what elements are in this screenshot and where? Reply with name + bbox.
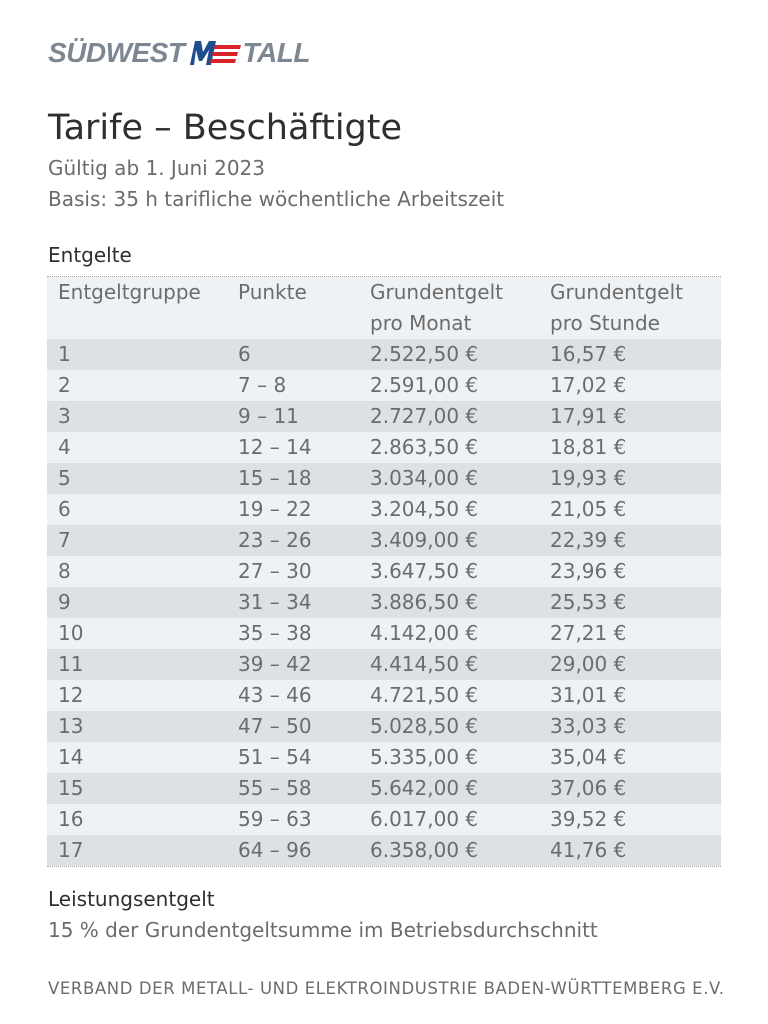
column-header-line: Punkte <box>238 280 307 304</box>
cell-entgeltgruppe: 3 <box>58 404 71 428</box>
cell-punkte: 64 – 96 <box>238 838 312 862</box>
cell-entgeltgruppe: 5 <box>58 466 71 490</box>
table-row <box>47 742 721 773</box>
cell-entgeltgruppe: 1 <box>58 342 71 366</box>
cell-entgeltgruppe: 2 <box>58 373 71 397</box>
cell-punkte: 15 – 18 <box>238 466 312 490</box>
cell-punkte: 27 – 30 <box>238 559 312 583</box>
cell-grundentgelt-stunde: 35,04 € <box>550 745 627 769</box>
table-header <box>47 277 721 339</box>
cell-punkte: 51 – 54 <box>238 745 312 769</box>
cell-punkte: 9 – 11 <box>238 404 299 428</box>
cell-punkte: 7 – 8 <box>238 373 287 397</box>
cell-grundentgelt-monat: 4.142,00 € <box>370 621 479 645</box>
table-row <box>47 773 721 804</box>
table-row <box>47 804 721 835</box>
entgelte-heading: Entgelte <box>48 243 132 267</box>
cell-entgeltgruppe: 17 <box>58 838 84 862</box>
entgelte-table <box>47 276 721 867</box>
cell-punkte: 39 – 42 <box>238 652 312 676</box>
column-header-entgeltgruppe <box>58 277 201 308</box>
cell-grundentgelt-monat: 4.721,50 € <box>370 683 479 707</box>
cell-grundentgelt-stunde: 39,52 € <box>550 807 627 831</box>
cell-entgeltgruppe: 11 <box>58 652 84 676</box>
column-header-line: Grundentgelt <box>370 280 503 304</box>
table-row <box>47 587 721 618</box>
cell-entgeltgruppe: 13 <box>58 714 84 738</box>
cell-grundentgelt-stunde: 41,76 € <box>550 838 627 862</box>
cell-entgeltgruppe: 7 <box>58 528 71 552</box>
cell-punkte: 19 – 22 <box>238 497 312 521</box>
page-title: Tarife – Beschäftigte <box>48 108 403 148</box>
cell-entgeltgruppe: 14 <box>58 745 84 769</box>
cell-grundentgelt-monat: 3.647,50 € <box>370 559 479 583</box>
cell-grundentgelt-stunde: 29,00 € <box>550 652 627 676</box>
cell-entgeltgruppe: 15 <box>58 776 84 800</box>
table-row <box>47 494 721 525</box>
basis-text: Basis: 35 h tarifliche wöchentliche Arbeitszeit <box>48 187 505 211</box>
cell-grundentgelt-stunde: 25,53 € <box>550 590 627 614</box>
cell-punkte: 35 – 38 <box>238 621 312 645</box>
cell-grundentgelt-monat: 6.017,00 € <box>370 807 479 831</box>
cell-punkte: 55 – 58 <box>238 776 312 800</box>
cell-entgeltgruppe: 8 <box>58 559 71 583</box>
logo-text-left: SÜDWEST <box>48 37 185 68</box>
table-row <box>47 556 721 587</box>
table-row <box>47 432 721 463</box>
cell-entgeltgruppe: 6 <box>58 497 71 521</box>
brand-logo <box>48 36 310 70</box>
cell-grundentgelt-monat: 2.591,00 € <box>370 373 479 397</box>
column-header-grundentgelt-monat <box>370 277 503 339</box>
cell-grundentgelt-monat: 4.414,50 € <box>370 652 479 676</box>
cell-grundentgelt-stunde: 33,03 € <box>550 714 627 738</box>
table-row <box>47 649 721 680</box>
column-header-line: Entgeltgruppe <box>58 280 201 304</box>
table-row <box>47 401 721 432</box>
column-header-line: pro Monat <box>370 311 472 335</box>
column-header-punkte <box>238 277 307 308</box>
leistungsentgelt-heading: Leistungsentgelt <box>48 887 215 911</box>
cell-grundentgelt-monat: 5.642,00 € <box>370 776 479 800</box>
cell-grundentgelt-stunde: 19,93 € <box>550 466 627 490</box>
table-row <box>47 835 721 866</box>
cell-grundentgelt-monat: 2.727,00 € <box>370 404 479 428</box>
cell-punkte: 12 – 14 <box>238 435 312 459</box>
cell-entgeltgruppe: 16 <box>58 807 84 831</box>
cell-grundentgelt-stunde: 31,01 € <box>550 683 627 707</box>
cell-grundentgelt-stunde: 17,91 € <box>550 404 627 428</box>
cell-punkte: 43 – 46 <box>238 683 312 707</box>
cell-grundentgelt-stunde: 21,05 € <box>550 497 627 521</box>
cell-grundentgelt-stunde: 27,21 € <box>550 621 627 645</box>
cell-grundentgelt-monat: 3.034,00 € <box>370 466 479 490</box>
cell-punkte: 23 – 26 <box>238 528 312 552</box>
table-row <box>47 711 721 742</box>
cell-grundentgelt-monat: 3.204,50 € <box>370 497 479 521</box>
table-row <box>47 525 721 556</box>
cell-grundentgelt-monat: 5.028,50 € <box>370 714 479 738</box>
cell-grundentgelt-stunde: 17,02 € <box>550 373 627 397</box>
logo-me-mark <box>186 41 242 65</box>
cell-grundentgelt-monat: 3.886,50 € <box>370 590 479 614</box>
cell-entgeltgruppe: 9 <box>58 590 71 614</box>
cell-grundentgelt-stunde: 18,81 € <box>550 435 627 459</box>
column-header-line: Grundentgelt <box>550 280 683 304</box>
cell-grundentgelt-monat: 2.522,50 € <box>370 342 479 366</box>
cell-grundentgelt-monat: 2.863,50 € <box>370 435 479 459</box>
cell-grundentgelt-stunde: 23,96 € <box>550 559 627 583</box>
cell-punkte: 31 – 34 <box>238 590 312 614</box>
column-header-grundentgelt-stunde <box>550 277 683 339</box>
cell-grundentgelt-stunde: 16,57 € <box>550 342 627 366</box>
table-row <box>47 463 721 494</box>
cell-grundentgelt-stunde: 37,06 € <box>550 776 627 800</box>
cell-grundentgelt-monat: 6.358,00 € <box>370 838 479 862</box>
cell-punkte: 59 – 63 <box>238 807 312 831</box>
association-footer: VERBAND DER METALL- UND ELEKTROINDUSTRIE BADEN-WÜRTTEMBERG E.V. <box>48 979 725 998</box>
cell-entgeltgruppe: 10 <box>58 621 84 645</box>
cell-entgeltgruppe: 12 <box>58 683 84 707</box>
table-row <box>47 680 721 711</box>
table-row <box>47 370 721 401</box>
cell-grundentgelt-monat: 3.409,00 € <box>370 528 479 552</box>
column-header-line: pro Stunde <box>550 311 660 335</box>
leistungsentgelt-text: 15 % der Grundentgeltsumme im Betriebsdurchschnitt <box>48 918 598 942</box>
cell-punkte: 47 – 50 <box>238 714 312 738</box>
cell-grundentgelt-monat: 5.335,00 € <box>370 745 479 769</box>
cell-grundentgelt-stunde: 22,39 € <box>550 528 627 552</box>
cell-entgeltgruppe: 4 <box>58 435 71 459</box>
valid-from-text: Gültig ab 1. Juni 2023 <box>48 156 265 180</box>
table-row <box>47 339 721 370</box>
cell-punkte: 6 <box>238 342 251 366</box>
table-body <box>47 339 721 866</box>
table-row <box>47 618 721 649</box>
logo-text-right: TALL <box>242 37 310 68</box>
